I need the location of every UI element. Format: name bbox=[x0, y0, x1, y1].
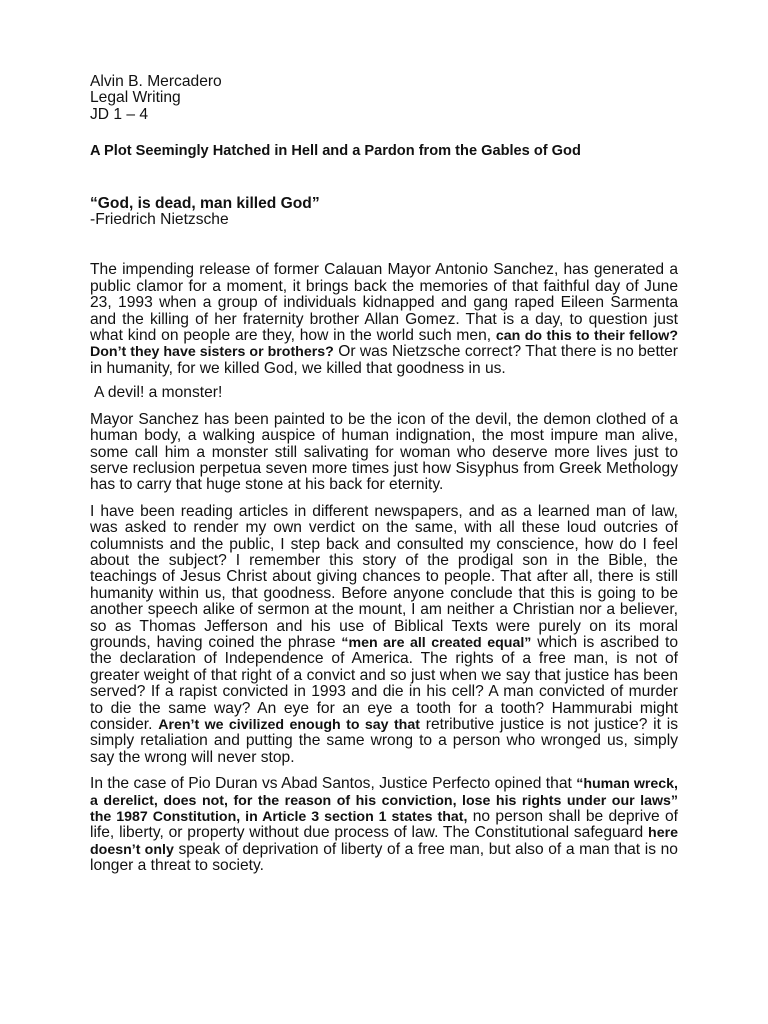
epigraph-quote: “God, is dead, man killed God” bbox=[90, 194, 320, 212]
exclamation-line: A devil! a monster! bbox=[94, 384, 223, 402]
paragraph-4-text-b: no person shall be deprive of life, liberty, or property without due process of law. The Constitutional safeguard bbox=[90, 808, 678, 842]
essay-title: A Plot Seemingly Hatched in Hell and a Pardon from the Gables of God bbox=[90, 143, 581, 160]
paragraph-3 bbox=[90, 504, 678, 767]
course-name: Legal Writing bbox=[90, 89, 181, 107]
paragraph-3-bold-b: Aren’t we civilized enough to say that bbox=[158, 717, 420, 733]
paragraph-3-text-a: I have been reading articles in different newspapers, and as a learned man of law, was asked to render my own verdict on the same, with all these loud outcries of columnists and the public, I step back and consulted my conscience, how do I feel about the subject? I remember this story of the prodigal son in the Bible, the teachings of Jesus Christ about giving chances to people. That after all, there is still humanity within us, that goodness. Before anyone conclude that this is going to be another speech alike of sermon at the mount, I am neither a Christian nor a believer, so as Thomas Jefferson and his use of Biblical Texts were purely on its moral grounds, having coined the phrase bbox=[90, 502, 678, 651]
author-name: Alvin B. Mercadero bbox=[90, 73, 222, 90]
document-page bbox=[90, 74, 678, 875]
paragraph-1-text-a: The impending release of former Calauan Mayor Antonio Sanchez, has generated a public clamor for a moment, it brings back the memories of that faithful day of June 23, 1993 when a group of individuals kidnapped and gang raped Eileen Sarmenta and the killing of her fraternity brother Allan Gomez. That is a day, to question just what kind on people are they, how in the world such men, bbox=[90, 261, 678, 345]
paragraph-3-text-c: retributive justice is not justice? it is simply retaliation and putting the same wrong to a person who wronged us, simply say the wrong will never stop. bbox=[90, 716, 678, 766]
paragraph-1 bbox=[90, 262, 678, 377]
epigraph bbox=[90, 196, 678, 229]
paragraph-4-bold-b: here doesn’t only bbox=[90, 825, 678, 858]
paragraph-4-text-a: In the case of Pio Duran vs Abad Santos, Justice Perfecto opined that bbox=[90, 775, 577, 793]
epigraph-attribution: -Friedrich Nietzsche bbox=[90, 211, 229, 229]
paragraph-4-bold-a: “human wreck, a derelict, does not, for the reason of his conviction, lose his rights under our laws” the 1987 Constitution, in Article 3 section 1 states that, bbox=[90, 776, 678, 826]
paragraph-3-bold-a: “men are all created equal” bbox=[341, 634, 532, 651]
paragraph-1-bold-a: can do this to their fellow? Don’t they have sisters or brothers? bbox=[90, 328, 678, 361]
section-label: JD 1 – 4 bbox=[90, 105, 149, 123]
paragraph-2: Mayor Sanchez has been painted to be the icon of the devil, the demon clothed of a human body, a walking auspice of human indignation, the most impure man alive, some call him a monster still salivating for woman who deserve more lives just to serve reclusion perpetua seven more times just how Sisyphus from Greek Methology has to carry that huge stone at his back for eternity. bbox=[90, 410, 678, 494]
paragraph-4-text-c: speak of deprivation of liberty of a free man, but also of a man that is no longer a threat to society. bbox=[90, 840, 678, 875]
paragraph-1-text-b: Or was Nietzsche correct? That there is no better in humanity, for we killed God, we killed that goodness in us. bbox=[90, 343, 678, 377]
paragraph-4 bbox=[90, 776, 678, 874]
paragraph-3-text-b: which is ascribed to the declaration of Independence of America. The rights of a free man, is not of greater weight of that right of a convict and so just when we say that justice has been served? If a rapist convicted in 1993 and die in his cell? A man convicted of murder to die the same way? An eye for an eye a tooth for a tooth? Hammurabi might consider. bbox=[90, 633, 679, 733]
